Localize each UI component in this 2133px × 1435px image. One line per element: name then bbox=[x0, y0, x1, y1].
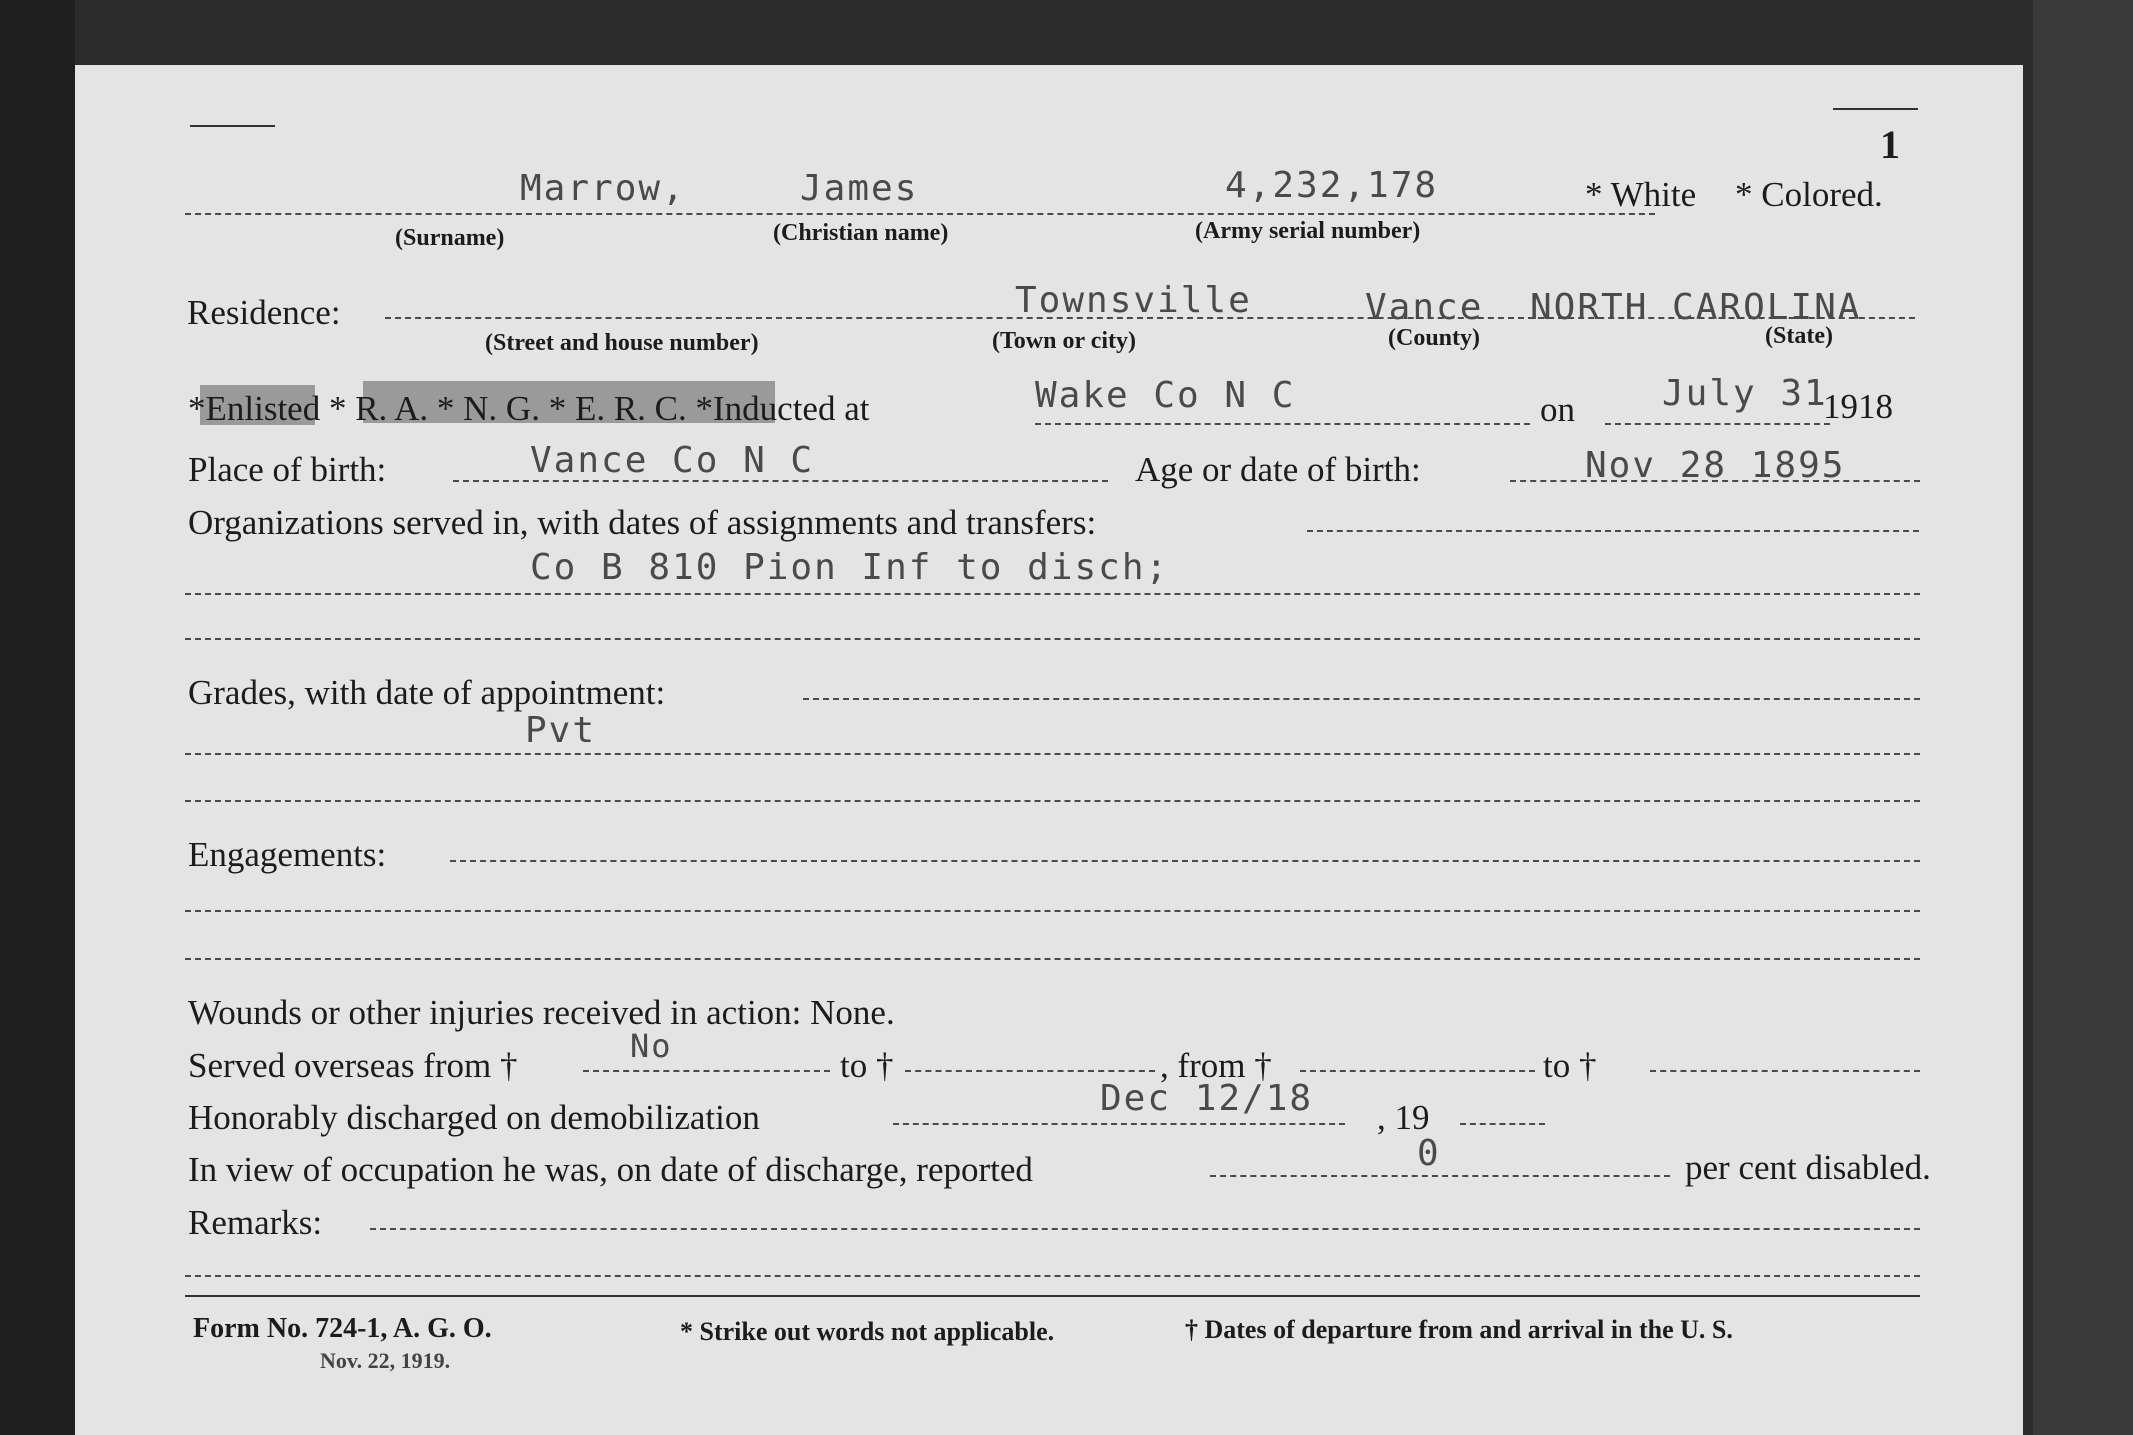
organizations-line bbox=[1307, 530, 1919, 532]
engagements-line bbox=[450, 860, 1920, 862]
inducted-at-line bbox=[1035, 423, 1530, 425]
christian-name-value: James bbox=[800, 168, 919, 209]
discharge-label: Honorably discharged on demobilization bbox=[188, 1098, 760, 1137]
organizations-line bbox=[185, 593, 1920, 595]
date-of-birth-label: Age or date of birth: bbox=[1135, 450, 1421, 489]
form-number: Form No. 724-1, A. G. O. bbox=[193, 1313, 492, 1344]
footer-rule bbox=[185, 1295, 1920, 1297]
engagements-line bbox=[185, 910, 1920, 912]
discharge-year-line bbox=[1460, 1123, 1545, 1125]
top-left-rule bbox=[190, 125, 275, 127]
engagements-label: Engagements: bbox=[188, 835, 387, 874]
dates-note: † Dates of departure from and arrival in the U. S. bbox=[1185, 1315, 1733, 1344]
induction-date-line bbox=[1605, 423, 1830, 425]
overseas-to2-label: to † bbox=[1543, 1046, 1597, 1085]
card-number: 1 bbox=[1880, 122, 1900, 167]
top-right-rule bbox=[1833, 108, 1918, 110]
surname-caption: (Surname) bbox=[395, 225, 505, 251]
date-of-birth-value: Nov 28 1895 bbox=[1585, 445, 1846, 486]
inducted-at-value: Wake Co N C bbox=[1035, 375, 1296, 416]
organizations-value: Co B 810 Pion Inf to disch; bbox=[530, 547, 1170, 588]
town-value: Townsville bbox=[1015, 280, 1252, 321]
residence-label: Residence: bbox=[187, 293, 341, 332]
discharge-date-value: Dec 12/18 bbox=[1100, 1078, 1314, 1119]
organizations-label: Organizations served in, with dates of assignments and transfers: bbox=[188, 503, 1097, 542]
scan-right-border bbox=[2033, 0, 2133, 1435]
disability-value: 0 bbox=[1417, 1133, 1441, 1174]
remarks-line bbox=[370, 1228, 1920, 1230]
overseas-to-label: to † bbox=[840, 1046, 894, 1085]
wounds-label: Wounds or other injuries received in action: None. bbox=[188, 993, 895, 1032]
grades-value: Pvt bbox=[525, 710, 597, 751]
overseas-from-line bbox=[583, 1070, 830, 1072]
disability-line bbox=[1210, 1175, 1670, 1177]
white-option: * White bbox=[1585, 175, 1697, 214]
overseas-to2-line bbox=[1650, 1070, 1920, 1072]
christian-name-caption: (Christian name) bbox=[773, 220, 949, 246]
name-line bbox=[185, 213, 1655, 215]
grades-line bbox=[185, 800, 1920, 802]
disability-suffix: per cent disabled. bbox=[1685, 1148, 1931, 1187]
army-serial-value: 4,232,178 bbox=[1225, 165, 1439, 206]
service-record-card bbox=[75, 65, 2023, 1435]
organizations-line bbox=[185, 638, 1920, 640]
army-serial-caption: (Army serial number) bbox=[1195, 218, 1421, 244]
overseas-from-label: Served overseas from † bbox=[188, 1046, 518, 1085]
grades-label: Grades, with date of appointment: bbox=[188, 673, 666, 712]
state-value: NORTH CAROLINA bbox=[1530, 287, 1862, 328]
grades-line bbox=[185, 753, 1920, 755]
street-caption: (Street and house number) bbox=[485, 330, 759, 356]
place-of-birth-label: Place of birth: bbox=[188, 450, 387, 489]
overseas-from2-label: , from † bbox=[1160, 1046, 1272, 1085]
remarks-line bbox=[185, 1275, 1920, 1277]
on-label: on bbox=[1540, 390, 1575, 429]
county-caption: (County) bbox=[1388, 325, 1481, 351]
overseas-from2-line bbox=[1300, 1070, 1535, 1072]
discharge-line bbox=[893, 1123, 1345, 1125]
overseas-to-line bbox=[905, 1070, 1155, 1072]
induction-date-value: July 31 bbox=[1662, 373, 1828, 414]
place-of-birth-value: Vance Co N C bbox=[530, 440, 815, 481]
strike-out-note: * Strike out words not applicable. bbox=[680, 1317, 1055, 1346]
scan-left-border bbox=[0, 0, 75, 1435]
enlistment-options: *Enlisted * R. A. * N. G. * E. R. C. *Inducted at bbox=[188, 389, 870, 428]
form-date: Nov. 22, 1919. bbox=[320, 1348, 451, 1373]
discharge-year-label: , 19 bbox=[1377, 1098, 1430, 1137]
induction-year-value: 1918 bbox=[1823, 387, 1893, 426]
state-caption: (State) bbox=[1765, 323, 1833, 349]
engagements-line bbox=[185, 958, 1920, 960]
surname-value: Marrow, bbox=[520, 168, 686, 209]
remarks-label: Remarks: bbox=[188, 1203, 323, 1242]
town-caption: (Town or city) bbox=[992, 328, 1136, 354]
disability-label: In view of occupation he was, on date of discharge, reported bbox=[188, 1150, 1033, 1189]
overseas-from-value: No bbox=[630, 1027, 673, 1065]
colored-option: * Colored. bbox=[1735, 175, 1883, 214]
county-value: Vance bbox=[1365, 287, 1484, 328]
grades-line bbox=[803, 698, 1920, 700]
